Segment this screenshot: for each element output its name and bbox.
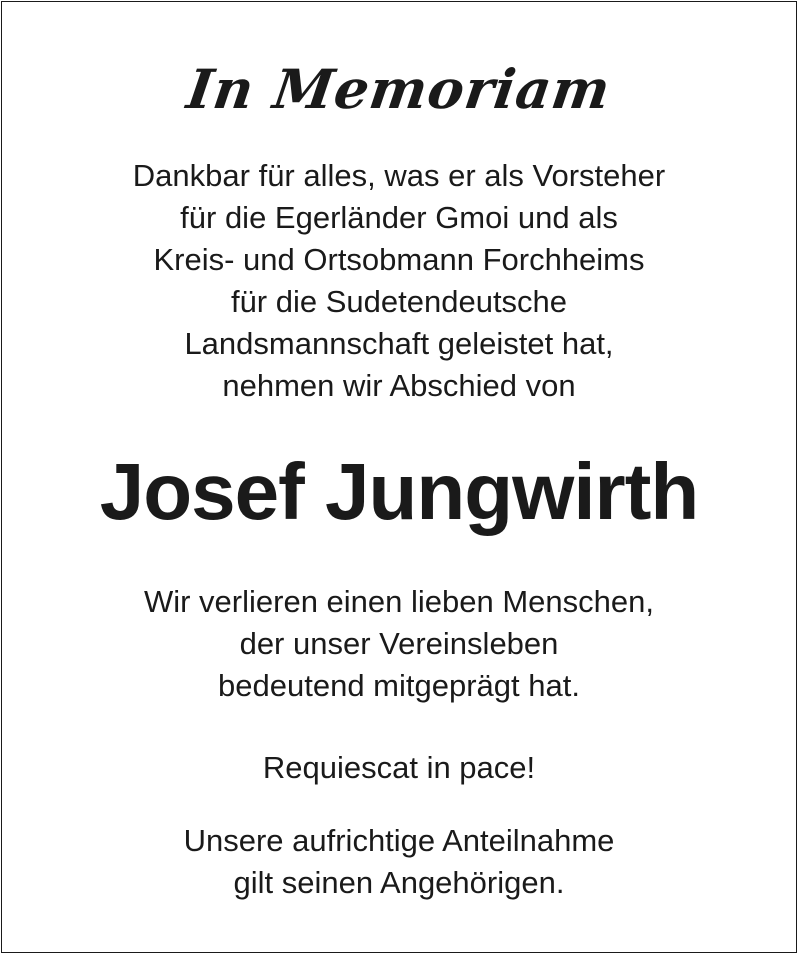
intro-line: für die Egerländer Gmoi und als (180, 200, 618, 235)
condolence-line: Unsere aufrichtige Anteilnahme (183, 823, 615, 858)
tribute-line: bedeutend mitgeprägt hat. (218, 668, 580, 703)
condolence-paragraph (2, 820, 796, 904)
condolence-line: gilt seinen Angehörigen. (233, 865, 565, 900)
intro-paragraph (2, 155, 796, 407)
intro-line: Dankbar für alles, was er als Vorsteher (132, 158, 666, 193)
obituary-notice (1, 1, 797, 953)
intro-line: für die Sudetendeutsche (230, 284, 568, 319)
requiescat-text: Requiescat in pace! (262, 750, 536, 785)
intro-line: nehmen wir Abschied von (222, 368, 576, 403)
notice-heading: In Memoriam (183, 57, 615, 121)
intro-line: Kreis- und Ortsobmann Forchheims (153, 242, 645, 277)
tribute-paragraph (2, 581, 796, 707)
tribute-line: der unser Vereinsleben (239, 626, 559, 661)
deceased-name: Josef Jungwirth (99, 447, 699, 536)
requiescat-line (2, 747, 796, 789)
tribute-line: Wir verlieren einen lieben Menschen, (143, 584, 655, 619)
intro-line: Landsmannschaft geleistet hat, (184, 326, 614, 361)
